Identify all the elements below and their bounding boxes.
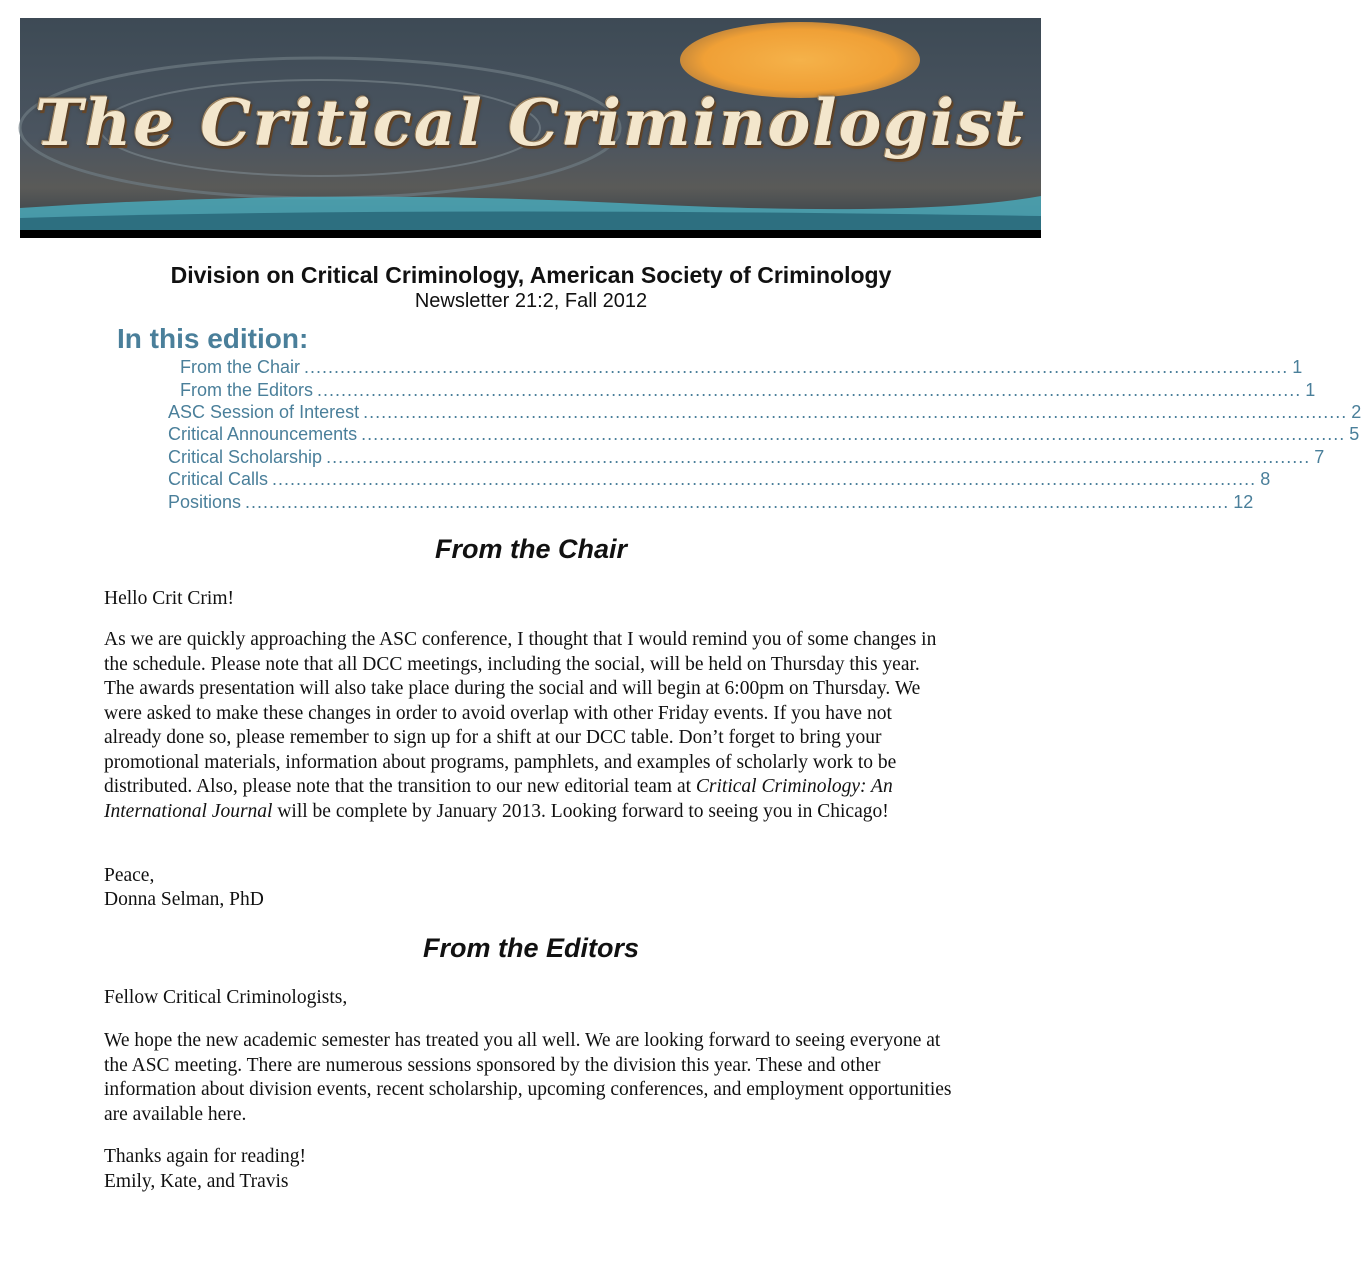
toc-heading: In this edition: — [117, 323, 309, 354]
toc-leader: .................................................................................................................................................................... — [272, 469, 1257, 489]
banner-title: The Critical Criminologist — [35, 86, 1026, 161]
toc-item-page: 7 — [1314, 447, 1325, 467]
toc-item-positions[interactable] — [168, 492, 1254, 514]
toc-item-page: 2 — [1351, 402, 1361, 422]
toc-item-page: 1 — [1292, 357, 1303, 377]
toc-item-label: From the Editors — [180, 380, 314, 400]
toc-item-page: 1 — [1305, 380, 1316, 400]
editors-body: We hope the new academic semester has treated you all well. We are looking forward to seeing everyone at the ASC meeting. There are numerous sessions sponsored by the division this year. These and other information about division events, recent scholarship, upcoming conferences, and employment opportunities are available here. — [104, 1030, 952, 1125]
editors-signature: Emily, Kate, and Travis — [104, 1171, 289, 1192]
issue-line: Newsletter 21:2, Fall 2012 — [414, 290, 648, 312]
toc-item-page: 12 — [1233, 492, 1254, 512]
toc-item-from-the-chair[interactable] — [180, 357, 1303, 379]
chair-body — [104, 628, 954, 824]
toc-leader: .................................................................................................................................................................... — [317, 380, 1302, 400]
toc-item-asc-session[interactable] — [168, 402, 1361, 424]
toc-item-label: Critical Announcements — [168, 424, 358, 444]
toc-leader: .................................................................................................................................................................... — [326, 447, 1311, 467]
editors-greeting: Fellow Critical Criminologists, — [104, 987, 348, 1008]
chair-signoff: Peace, — [104, 865, 155, 886]
editors-signoff: Thanks again for reading! — [104, 1146, 306, 1167]
editors-section-title: From the Editors — [422, 933, 639, 963]
toc-leader: .................................................................................................................................................................... — [304, 357, 1289, 377]
toc-leader: .................................................................................................................................................................... — [245, 492, 1230, 512]
toc-item-label: Critical Calls — [168, 469, 269, 489]
toc-leader: .................................................................................................................................................................... — [363, 402, 1348, 422]
toc-item-critical-calls[interactable] — [168, 469, 1271, 491]
toc-item-label: Positions — [168, 492, 242, 512]
journal-title: Critical Criminology: An International Journal — [104, 776, 893, 822]
chair-section-title: From the Chair — [434, 534, 628, 564]
toc-item-critical-scholarship[interactable] — [168, 447, 1325, 469]
chair-signature: Donna Selman, PhD — [104, 889, 264, 910]
toc-leader: .................................................................................................................................................................... — [361, 424, 1346, 444]
organization-title: Division on Critical Criminology, American Society of Criminology — [170, 262, 892, 288]
chair-body-text: As we are quickly approaching the ASC conference, I thought that I would remind you of some changes in the schedule. Please note that all DCC meetings, including the social, will be held on Thursday this year. The awards presentation will also take place during the social and will begin at 6:00pm on Thursday. We were asked to make these changes in order to avoid overlap with other Friday events. If you have not already done so, please remember to sign up for a shift at our DCC table. Don’t forget to bring your promotional materials, information about programs, pamphlets, and examples of scholarly work to be distributed. Also, please note that the transition to our new editorial team at — [104, 629, 937, 797]
toc-item-label: Critical Scholarship — [168, 447, 323, 467]
toc-item-page: 5 — [1349, 424, 1360, 444]
toc-item-critical-announcements[interactable] — [168, 424, 1360, 446]
toc-item-label: From the Chair — [180, 357, 301, 377]
chair-body-text-end: will be complete by January 2013. Looking forward to seeing you in Chicago! — [272, 800, 889, 822]
toc-item-label: ASC Session of Interest — [168, 402, 360, 422]
toc-item-from-the-editors[interactable] — [180, 380, 1316, 402]
toc-item-page: 8 — [1260, 469, 1271, 489]
chair-greeting: Hello Crit Crim! — [104, 588, 234, 609]
newsletter-banner — [20, 18, 1041, 236]
